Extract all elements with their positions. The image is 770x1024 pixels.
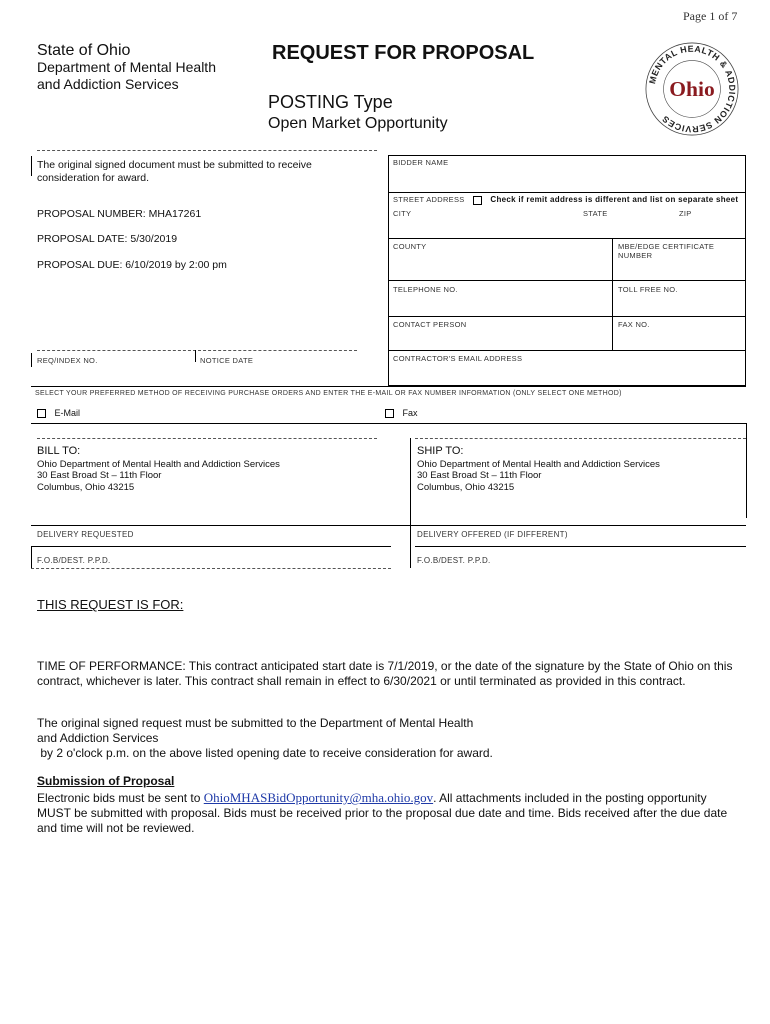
fax-number-field[interactable]: FAX NO. <box>618 320 650 329</box>
agency-line-2: Department of Mental Health <box>37 59 216 75</box>
submission-text-before: Electronic bids must be sent to <box>37 791 204 805</box>
bill-to-block <box>37 446 280 493</box>
request-heading: THIS REQUEST IS FOR: <box>37 597 184 612</box>
email-method-option[interactable] <box>37 408 80 418</box>
posting-type-label: POSTING Type <box>268 92 393 112</box>
proposal-number: PROPOSAL NUMBER: MHA17261 <box>37 208 202 220</box>
state-field[interactable]: STATE <box>583 209 608 218</box>
fax-method-checkbox[interactable] <box>385 409 394 418</box>
remit-note: Check if remit address is different and list on separate sheet <box>490 195 739 204</box>
select-method-instruction: SELECT YOUR PREFERRED METHOD OF RECEIVING PURCHASE ORDERS AND ENTER THE E-MAIL OR FAX NUMBER INFORMATION (ONLY SELECT ONE METHOD) <box>35 390 622 397</box>
original-request-paragraph <box>37 716 493 761</box>
contact-person-field[interactable]: CONTACT PERSON <box>393 320 467 329</box>
original-request-line-3: by 2 o'clock p.m. on the above listed opening date to receive consideration for award. <box>37 746 493 760</box>
req-index-label: REQ/INDEX NO. <box>37 356 98 365</box>
proposal-date: PROPOSAL DATE: 5/30/2019 <box>37 233 178 245</box>
bill-to-line-3: Columbus, Ohio 43215 <box>37 481 135 493</box>
ship-to-line-1: Ohio Department of Mental Health and Addiction Services <box>417 458 660 470</box>
bill-to-line-2: 30 East Broad St – 11th Floor <box>37 470 162 481</box>
zip-field[interactable]: ZIP <box>679 209 692 218</box>
fax-method-option[interactable] <box>385 408 418 418</box>
delivery-requested-field[interactable]: DELIVERY REQUESTED <box>37 530 134 539</box>
page-title: REQUEST FOR PROPOSAL <box>272 42 535 64</box>
bill-to-label: BILL TO: <box>37 445 81 457</box>
email-method-checkbox[interactable] <box>37 409 46 418</box>
proposal-due: PROPOSAL DUE: 6/10/2019 by 2:00 pm <box>37 259 227 271</box>
fax-method-label: Fax <box>402 408 418 418</box>
fob-left-field[interactable]: F.O.B/DEST. P.P.D. <box>37 556 111 565</box>
seal-center-text: Ohio <box>669 76 715 101</box>
agency-line-1: State of Ohio <box>37 42 131 59</box>
telephone-field[interactable]: TELEPHONE NO. <box>393 285 458 294</box>
contractor-email-field[interactable]: CONTRACTOR'S EMAIL ADDRESS <box>393 354 523 363</box>
bid-email-link[interactable]: OhioMHASBidOpportunity@mha.ohio.gov <box>203 790 434 805</box>
submission-text-after: . All attachments included in the posting opportunity MUST be submitted with proposal. Bids must be received prior to the proposal due date and time. Bids received after the due date and time will not be reviewed. <box>37 791 728 835</box>
original-signed-notice: The original signed document must be submitted to receive consideration for award. <box>37 159 312 184</box>
bill-to-line-1: Ohio Department of Mental Health and Addiction Services <box>37 458 280 470</box>
submission-paragraph <box>37 790 737 836</box>
delivery-offered-field[interactable]: DELIVERY OFFERED (IF DIFFERENT) <box>417 530 568 539</box>
street-address-field[interactable] <box>393 195 738 205</box>
bidder-name-field[interactable]: BIDDER NAME <box>393 158 449 167</box>
ship-to-block <box>417 446 660 493</box>
mbe-certificate-field[interactable]: MBE/EDGE CERTIFICATE NUMBER <box>618 242 715 260</box>
city-field[interactable]: CITY <box>393 209 412 218</box>
county-field[interactable]: COUNTY <box>393 242 427 251</box>
seal-ring-text: MENTAL HEALTH & ADDICTION SERVICES <box>647 43 738 135</box>
fob-right-field[interactable]: F.O.B/DEST. P.P.D. <box>417 556 491 565</box>
ship-to-line-2: 30 East Broad St – 11th Floor <box>417 470 542 481</box>
notice-date-label: NOTICE DATE <box>200 356 254 365</box>
original-request-line-2: and Addiction Services <box>37 731 159 745</box>
time-of-performance: TIME OF PERFORMANCE: This contract anticipated start date is 7/1/2019, or the date of the signature by the State of Ohio on this contract, whichever is later. This contract shall remain in effect to 6/30/2021 or until terminated as provided in this contract. <box>37 659 733 688</box>
original-request-line-1: The original signed request must be submitted to the Department of Mental Health <box>37 716 474 730</box>
remit-address-checkbox[interactable] <box>473 196 482 205</box>
ohio-mhas-seal-logo <box>643 40 741 138</box>
toll-free-field[interactable]: TOLL FREE NO. <box>618 285 678 294</box>
ship-to-label: SHIP TO: <box>417 445 464 457</box>
bidder-info-box <box>388 155 746 386</box>
submission-heading: Submission of Proposal <box>37 774 175 788</box>
ship-to-line-3: Columbus, Ohio 43215 <box>417 481 515 493</box>
agency-line-3: and Addiction Services <box>37 76 179 92</box>
street-address-label: STREET ADDRESS <box>393 195 465 204</box>
page-number: Page 1 of 7 <box>683 9 738 23</box>
posting-type-value: Open Market Opportunity <box>268 115 448 132</box>
email-method-label: E-Mail <box>54 408 81 418</box>
agency-name <box>37 42 216 93</box>
